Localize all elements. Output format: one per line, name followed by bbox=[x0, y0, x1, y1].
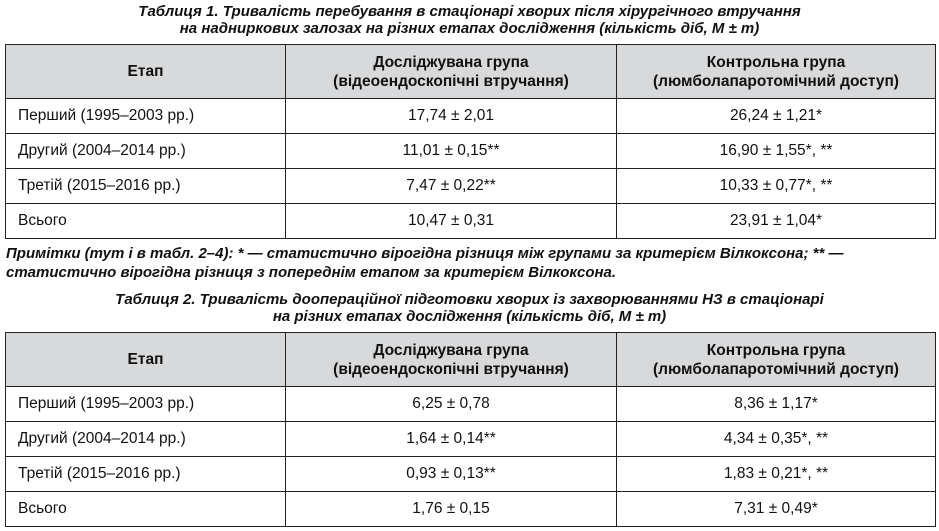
table2-cell-stage: Другий (2004–2014 рр.) bbox=[6, 422, 286, 457]
table1-caption bbox=[0, 3, 939, 37]
table-row bbox=[6, 134, 936, 169]
table1-caption-line1: Таблиця 1. Тривалість перебування в стаціонарі хворих після хірургічного втручання bbox=[138, 3, 801, 20]
table1-header-study-line2: (відеоендоскопічні втручання) bbox=[333, 72, 569, 90]
table1-cell-control: 10,33 ± 0,77*, ** bbox=[617, 169, 936, 204]
table2-caption-line2: на різних етапах дослідження (кількість діб, M ± m) bbox=[272, 308, 667, 325]
table1-header-study bbox=[286, 45, 617, 99]
table2-caption bbox=[0, 291, 939, 325]
table1-cell-stage: Всього bbox=[6, 204, 286, 239]
table2-header-control-line2: (люмболапаротомічний доступ) bbox=[653, 360, 899, 378]
table-row bbox=[6, 169, 936, 204]
table-notes bbox=[6, 244, 936, 282]
table1-cell-stage: Третій (2015–2016 рр.) bbox=[6, 169, 286, 204]
table2-cell-stage: Перший (1995–2003 рр.) bbox=[6, 387, 286, 422]
table-row bbox=[6, 204, 936, 239]
table-row bbox=[6, 492, 936, 527]
table1-header-control-line1: Контрольна група bbox=[706, 53, 846, 71]
table1-cell-stage: Перший (1995–2003 рр.) bbox=[6, 99, 286, 134]
table1-cell-control: 23,91 ± 1,04* bbox=[617, 204, 936, 239]
table2-cell-stage: Всього bbox=[6, 492, 286, 527]
notes-line2: статистично вірогідна різниця з попереднім етапом за критерієм Вілкоксона. bbox=[6, 264, 617, 281]
table2-cell-study: 0,93 ± 0,13** bbox=[286, 457, 617, 492]
table1-header-control bbox=[617, 45, 936, 99]
table1-header-row bbox=[6, 45, 936, 99]
table-row bbox=[6, 387, 936, 422]
table2-cell-study: 1,76 ± 0,15 bbox=[286, 492, 617, 527]
table1-header-stage: Етап bbox=[6, 45, 286, 99]
table2-header-row bbox=[6, 333, 936, 387]
table2-header-stage: Етап bbox=[6, 333, 286, 387]
table1-cell-study: 11,01 ± 0,15** bbox=[286, 134, 617, 169]
table2-cell-control: 8,36 ± 1,17* bbox=[617, 387, 936, 422]
table1-cell-study: 17,74 ± 2,01 bbox=[286, 99, 617, 134]
table2-header-study bbox=[286, 333, 617, 387]
table2-cell-study: 6,25 ± 0,78 bbox=[286, 387, 617, 422]
table2-caption-line1: Таблиця 2. Тривалість доопераційної підготовки хворих із захворюваннями НЗ в стаціонарі bbox=[115, 291, 824, 308]
table1-header-study-line1: Досліджувана група bbox=[373, 53, 529, 71]
table2-cell-control: 7,31 ± 0,49* bbox=[617, 492, 936, 527]
table1-cell-control: 26,24 ± 1,21* bbox=[617, 99, 936, 134]
table1-cell-stage: Другий (2004–2014 рр.) bbox=[6, 134, 286, 169]
table2-cell-study: 1,64 ± 0,14** bbox=[286, 422, 617, 457]
table1-caption-line2: на надниркових залозах на різних етапах дослідження (кількість діб, M ± m) bbox=[179, 20, 760, 37]
table1-cell-study: 10,47 ± 0,31 bbox=[286, 204, 617, 239]
table-row bbox=[6, 457, 936, 492]
table2 bbox=[5, 332, 936, 527]
table1 bbox=[5, 44, 936, 239]
table2-header-control bbox=[617, 333, 936, 387]
table2-cell-stage: Третій (2015–2016 рр.) bbox=[6, 457, 286, 492]
table1-cell-study: 7,47 ± 0,22** bbox=[286, 169, 617, 204]
table1-cell-control: 16,90 ± 1,55*, ** bbox=[617, 134, 936, 169]
table2-header-study-line1: Досліджувана група bbox=[373, 341, 529, 359]
notes-line1: Примітки (тут і в табл. 2–4): * — статистично вірогідна різниця між групами за критерієм Вілкоксона; ** — bbox=[6, 245, 844, 262]
table-row bbox=[6, 99, 936, 134]
table1-header-control-line2: (люмболапаротомічний доступ) bbox=[653, 72, 899, 90]
table2-header-control-line1: Контрольна група bbox=[706, 341, 846, 359]
table2-header-study-line2: (відеоендоскопічні втручання) bbox=[333, 360, 569, 378]
table-row bbox=[6, 422, 936, 457]
table2-cell-control: 1,83 ± 0,21*, ** bbox=[617, 457, 936, 492]
table2-cell-control: 4,34 ± 0,35*, ** bbox=[617, 422, 936, 457]
